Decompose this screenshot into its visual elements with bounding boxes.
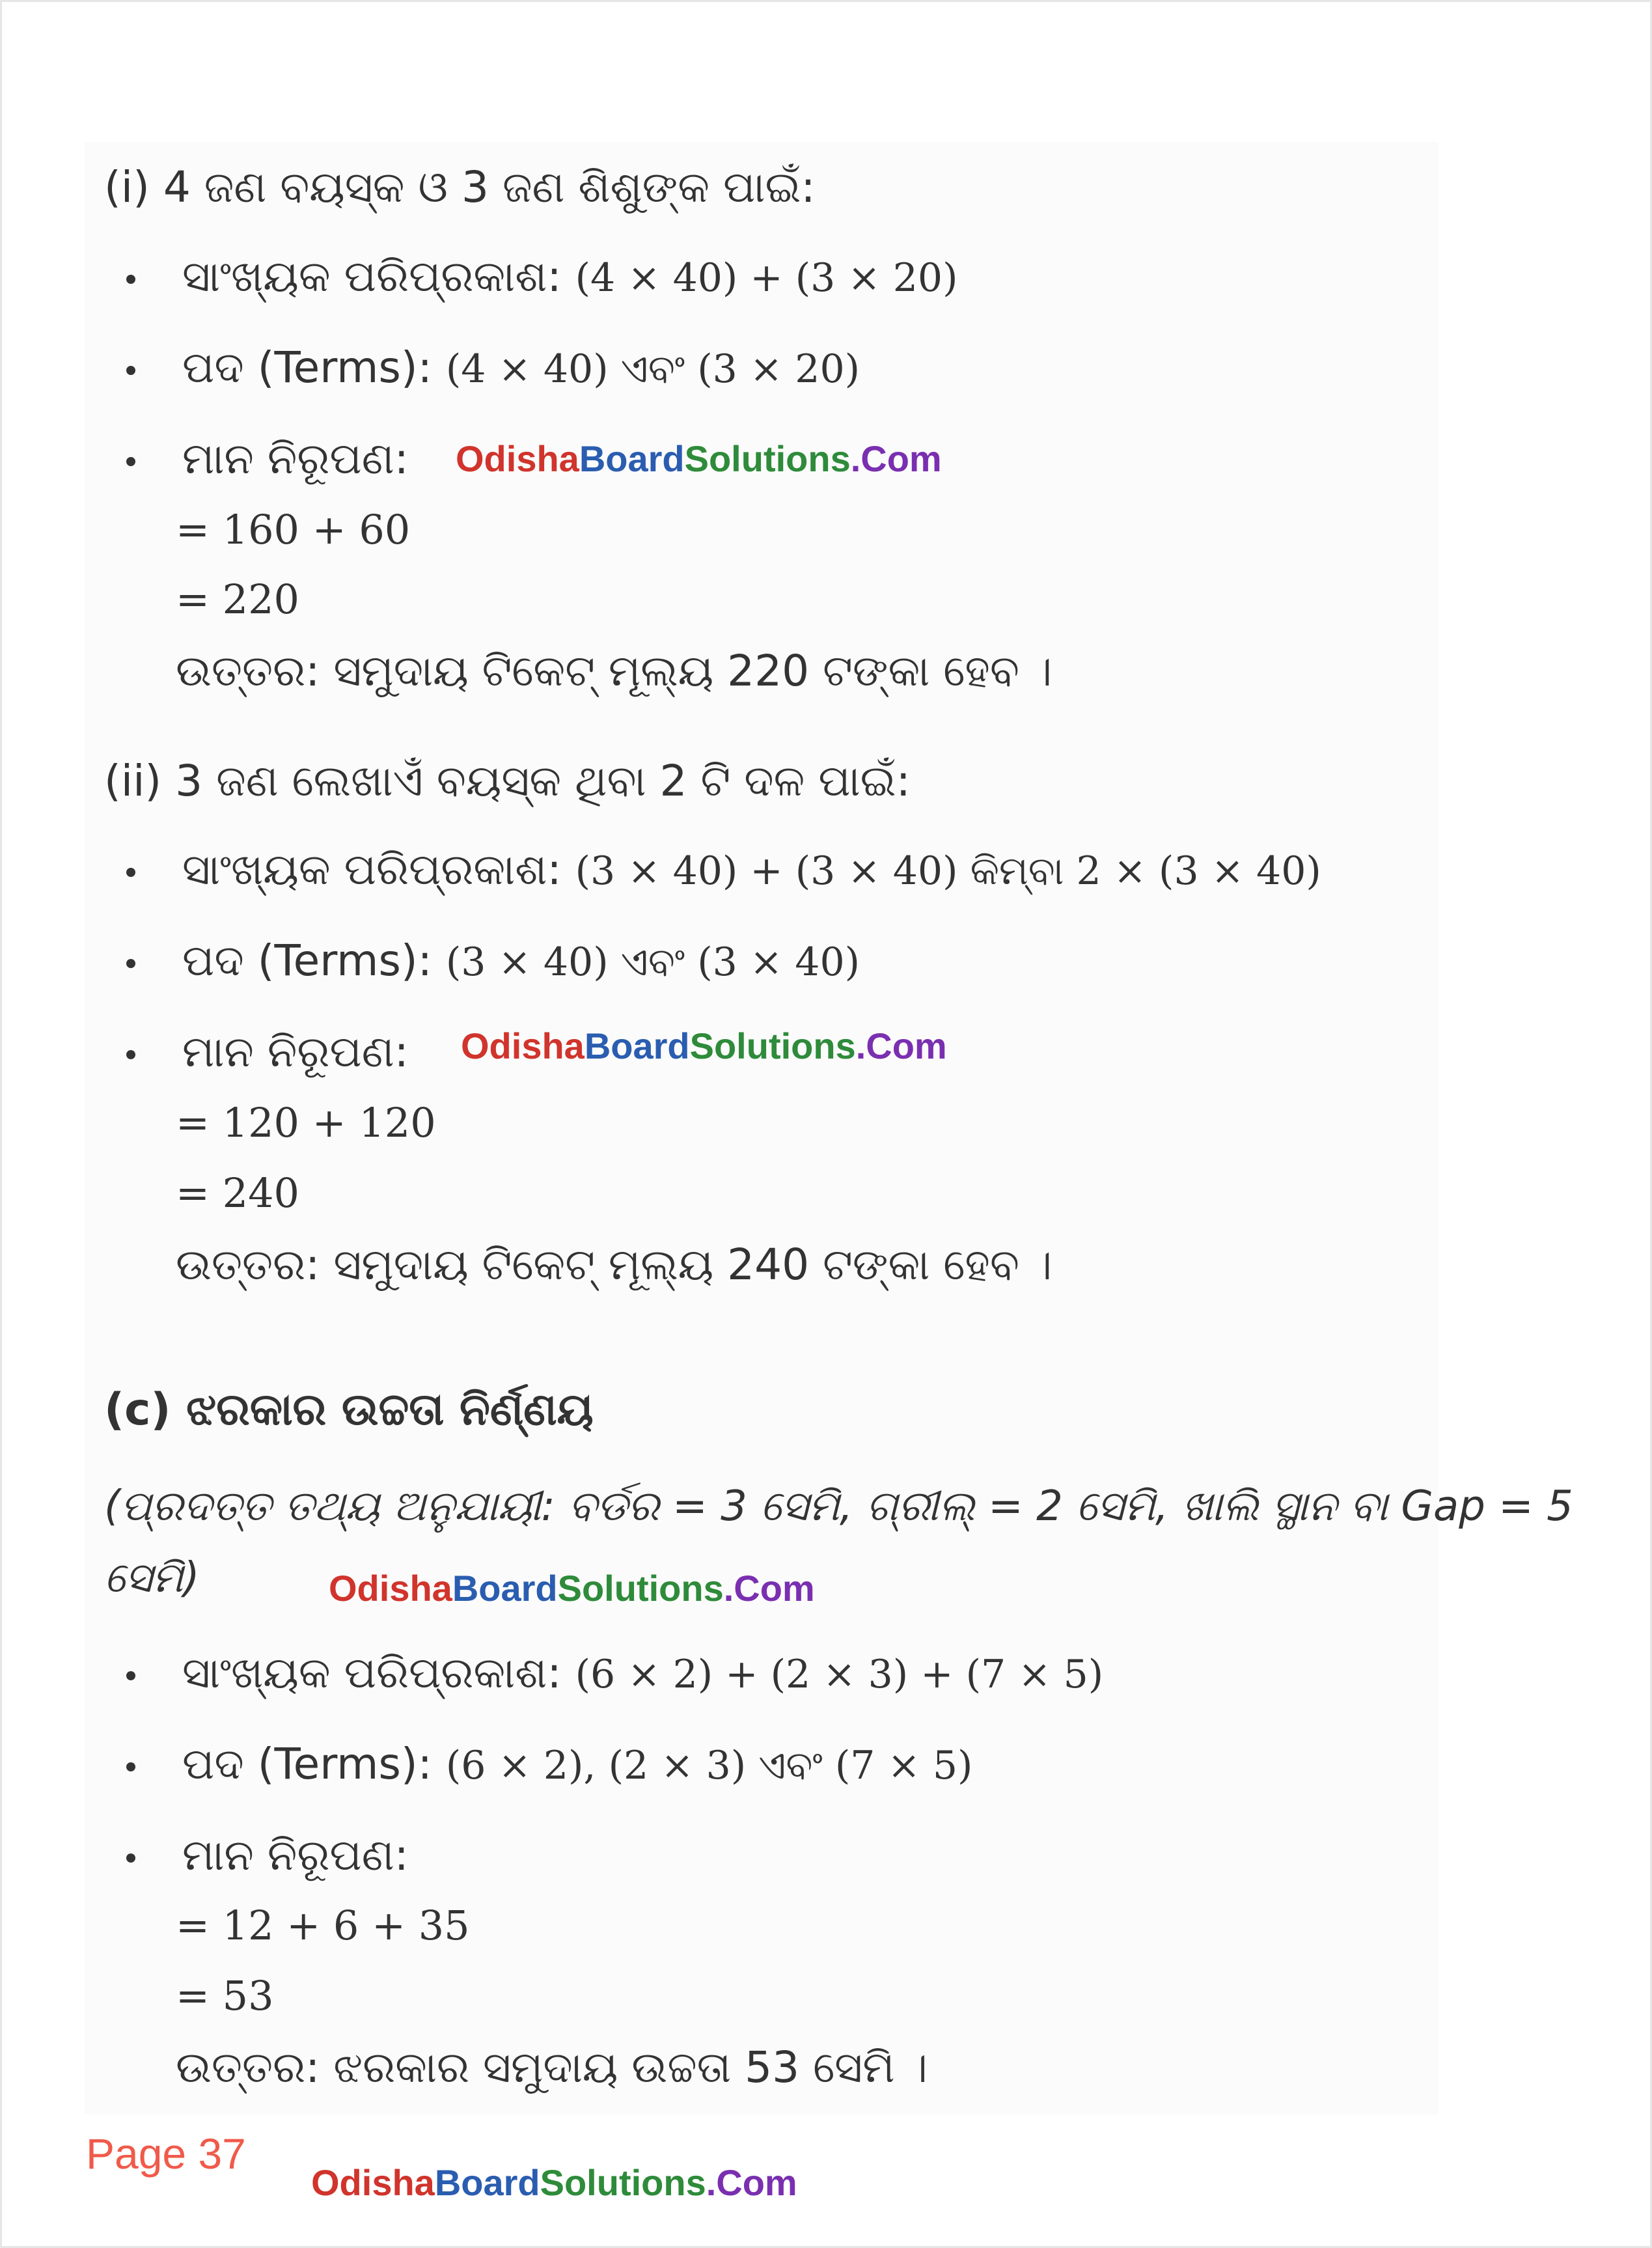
watermark-3 (329, 1567, 815, 1609)
section-ii-answer: ଉତ୍ତର: ସମୁଦାୟ ଟିକେଟ୍ ମୂଲ୍ୟ 240 ଟଙ୍କା ହେବ । (176, 1240, 1053, 1290)
page-number-label: Page 37 (86, 2130, 246, 2178)
watermark-part3: Solutions (689, 1025, 856, 1066)
expression-label: ସାଂଖ୍ୟକ ପରିପ୍ରକାଶ: (182, 1648, 562, 1698)
section-c-note-line-1: (ପ୍ରଦତ୍ତ ତଥ୍ୟ ଅନୁଯାୟୀ: ବର୍ଡର = 3 ସେମି, ଗ୍ରୀଲ୍ = 2 ସେମି, ଖାଲି ସ୍ଥାନ ବା Gap = 5 (104, 1482, 1573, 1531)
section-ii-calc-1: = 120 + 120 (176, 1099, 436, 1146)
watermark-part1: Odisha (329, 1568, 452, 1609)
watermark-part1: Odisha (456, 438, 579, 479)
section-ii-heading: (ii) 3 ଜଣ ଲେଖାଏଁ ବୟସ୍କ ଥିବା 2 ଟି ଦଳ ପାଇଁ: (104, 756, 911, 806)
watermark-part3: Solutions (540, 2162, 706, 2203)
watermark-2 (461, 1025, 947, 1067)
terms-value: (3 × 40) ଏବଂ (3 × 40) (445, 939, 860, 985)
section-c-note-line-2: ସେମି) (104, 1554, 200, 1602)
section-c-terms (182, 1739, 973, 1789)
terms-label: ପଦ (Terms): (182, 1739, 432, 1789)
terms-value: (6 × 2), (2 × 3) ଏବଂ (7 × 5) (445, 1743, 973, 1788)
section-c-calc-2: = 53 (176, 1972, 274, 2019)
section-ii-expression (182, 844, 1321, 895)
watermark-4 (311, 2161, 797, 2204)
section-c-evaluation-label: ମାନ ନିରୂପଣ: (182, 1830, 409, 1880)
watermark-part2: Board (579, 438, 685, 479)
watermark-part4: .Com (855, 1025, 947, 1066)
section-i-calc-1: = 160 + 60 (176, 506, 411, 553)
watermark-part1: Odisha (311, 2162, 435, 2203)
expression-label: ସାଂଖ୍ୟକ ପରିପ୍ରକାଶ: (182, 844, 562, 895)
section-c-calc-1: = 12 + 6 + 35 (176, 1902, 470, 1949)
expression-value: (3 × 40) + (3 × 40) କିମ୍ବା 2 × (3 × 40) (575, 848, 1321, 894)
section-i-terms (182, 342, 860, 393)
watermark-1 (456, 437, 942, 480)
section-c-heading: (c) ଝରକାର ଉଚ୍ଚତା ନିର୍ଣ୍ଣୟ (104, 1384, 594, 1436)
section-i-evaluation-label: ମାନ ନିରୂପଣ: (182, 434, 409, 484)
section-ii-calc-2: = 240 (176, 1169, 299, 1217)
watermark-part4: .Com (723, 1568, 815, 1609)
watermark-part4: .Com (850, 438, 942, 479)
terms-value: (4 × 40) ଏବଂ (3 × 20) (445, 346, 860, 392)
section-i-answer: ଉତ୍ତର: ସମୁଦାୟ ଟିକେଟ୍ ମୂଲ୍ୟ 220 ଟଙ୍କା ହେବ । (176, 646, 1053, 696)
section-i-heading: (i) 4 ଜଣ ବୟସ୍କ ଓ 3 ଜଣ ଶିଶୁଙ୍କ ପାଇଁ: (104, 162, 816, 212)
expression-label: ସାଂଖ୍ୟକ ପରିପ୍ରକାଶ: (182, 251, 562, 301)
section-i-calc-2: = 220 (176, 576, 299, 623)
terms-label: ପଦ (Terms): (182, 936, 432, 986)
expression-value: (4 × 40) + (3 × 20) (575, 255, 958, 301)
section-c-expression (182, 1648, 1104, 1698)
watermark-part2: Board (434, 2162, 540, 2203)
watermark-part1: Odisha (461, 1025, 585, 1066)
watermark-part2: Board (584, 1025, 690, 1066)
section-c-answer: ଉତ୍ତର: ଝରକାର ସମୁଦାୟ ଉଚ୍ଚତା 53 ସେମି । (176, 2042, 928, 2092)
section-i-expression (182, 251, 958, 301)
terms-label: ପଦ (Terms): (182, 342, 432, 393)
watermark-part3: Solutions (684, 438, 851, 479)
section-ii-evaluation-label: ମାନ ନିରୂପଣ: (182, 1027, 409, 1077)
watermark-part4: .Com (706, 2162, 797, 2203)
watermark-part2: Board (452, 1568, 558, 1609)
section-ii-terms (182, 936, 860, 986)
watermark-part3: Solutions (557, 1568, 724, 1609)
expression-value: (6 × 2) + (2 × 3) + (7 × 5) (575, 1652, 1104, 1697)
